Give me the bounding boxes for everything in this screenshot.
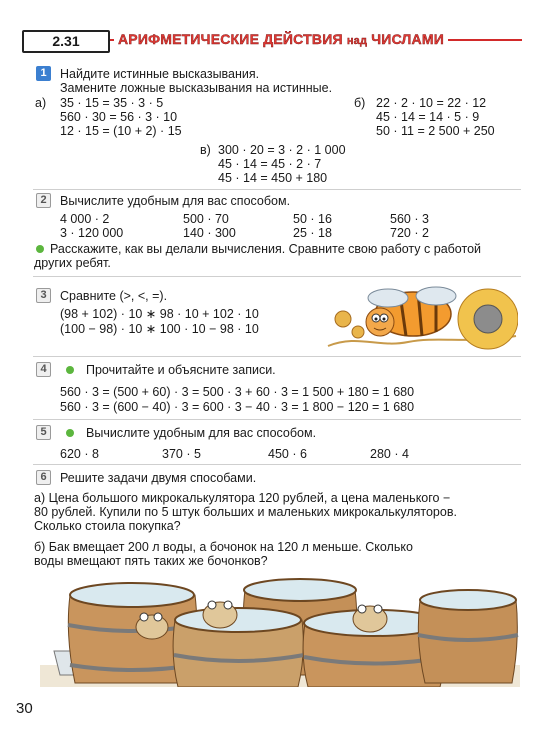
barrels-illustration (40, 575, 520, 687)
task-1-v-item: 45 · 14 = 45 · 2 · 7 (218, 157, 322, 171)
task-6-instruction: Решите задачи двумя способами. (60, 471, 257, 485)
task-2-discuss: Расскажите, как вы делали вычисления. Сравните свою работу с работой (50, 242, 481, 256)
task-5-item: 620 · 8 (60, 447, 99, 461)
task-1-a-item: 560 · 30 = 56 · 3 · 10 (60, 110, 178, 124)
task-2-item: 140 · 300 (183, 226, 236, 240)
task-6-a-line: Сколько стоила покупка? (34, 519, 181, 533)
task-3-badge: 3 (36, 288, 51, 303)
task-2-discuss-2: других ребят. (34, 256, 111, 270)
task-1-a-item: 12 · 15 = (10 + 2) · 15 (60, 124, 182, 138)
divider (33, 189, 521, 190)
frog-2 (203, 601, 237, 628)
lesson-number: 2.31 (22, 30, 110, 53)
task-1-instruction: Найдите истинные высказывания. (60, 67, 260, 81)
task-2-instruction: Вычислите удобным для вас способом. (60, 194, 291, 208)
task-3-instruction: Сравните (>, <, =). (60, 289, 168, 303)
task-1-badge: 1 (36, 66, 51, 81)
task-2-item: 25 · 18 (293, 226, 332, 240)
task-2-item: 560 · 3 (390, 212, 429, 226)
task-2-item: 50 · 16 (293, 212, 332, 226)
page-number: 30 (16, 700, 33, 717)
bee-illustration (318, 284, 518, 354)
task-3-row: (100 − 98) · 10 ∗ 100 · 10 − 98 · 10 (60, 322, 259, 336)
discuss-dot-icon (66, 429, 74, 437)
task-1-v-label: в) (200, 143, 211, 157)
task-5-badge: 5 (36, 425, 51, 440)
task-2-badge: 2 (36, 193, 51, 208)
discuss-dot-icon (66, 366, 74, 374)
frog-3 (353, 605, 387, 632)
task-6-b-line: б) Бак вмещает 200 л воды, а бочонок на 120 л меньше. Сколько (34, 540, 413, 554)
task-1-instruction-2: Замените ложные высказывания на истинные. (60, 81, 333, 95)
task-4-row: 560 · 3 = (500 + 60) · 3 = 500 · 3 + 60 · 3 = 1 500 + 180 = 1 680 (60, 385, 415, 399)
divider (33, 356, 521, 357)
task-1-v-item: 300 · 20 = 3 · 2 · 1 000 (218, 143, 346, 157)
task-5-item: 450 · 6 (268, 447, 307, 461)
title-part-c: ЧИСЛАМИ (371, 31, 444, 47)
task-1-b-item: 45 · 14 = 14 · 5 · 9 (376, 110, 480, 124)
task-6-a-line: а) Цена большого микрокалькулятора 120 рублей, а цена маленького − (34, 491, 451, 505)
task-5-item: 370 · 5 (162, 447, 201, 461)
title-part-a: АРИФМЕТИЧЕСКИЕ ДЕЙСТВИЯ (118, 31, 343, 47)
lesson-title (114, 30, 448, 49)
task-1-b-label: б) (354, 96, 366, 110)
divider (33, 464, 521, 465)
task-4-row: 560 · 3 = (600 − 40) · 3 = 600 · 3 − 40 · 3 = 1 800 − 120 = 1 680 (60, 400, 415, 414)
task-1-a-label: а) (35, 96, 47, 110)
task-1-b-item: 22 · 2 · 10 = 22 · 12 (376, 96, 487, 110)
task-1-b-item: 50 · 11 = 2 500 + 250 (376, 124, 495, 138)
task-2-item: 720 · 2 (390, 226, 429, 240)
task-5-item: 280 · 4 (370, 447, 409, 461)
task-2-item: 3 · 120 000 (60, 226, 124, 240)
task-6-badge: 6 (36, 470, 51, 485)
task-6-a-line: 80 рублей. Купили по 5 штук больших и маленьких микрокалькуляторов. (34, 505, 457, 519)
divider (33, 276, 521, 277)
task-1-v-item: 45 · 14 = 450 + 180 (218, 171, 328, 185)
task-5-instruction: Вычислите удобным для вас способом. (86, 426, 317, 440)
title-part-b: над (346, 35, 368, 47)
task-2-item: 500 · 70 (183, 212, 229, 226)
divider (33, 419, 521, 420)
task-1-a-item: 35 · 15 = 35 · 3 · 5 (60, 96, 164, 110)
task-4-badge: 4 (36, 362, 51, 377)
task-3-row: (98 + 102) · 10 ∗ 98 · 10 + 102 · 10 (60, 307, 259, 321)
task-2-item: 4 000 · 2 (60, 212, 110, 226)
discuss-dot-icon (36, 245, 44, 253)
task-6-b-line: воды вмещают пять таких же бочонков? (34, 554, 268, 568)
task-4-instruction: Прочитайте и объясните записи. (86, 363, 276, 377)
